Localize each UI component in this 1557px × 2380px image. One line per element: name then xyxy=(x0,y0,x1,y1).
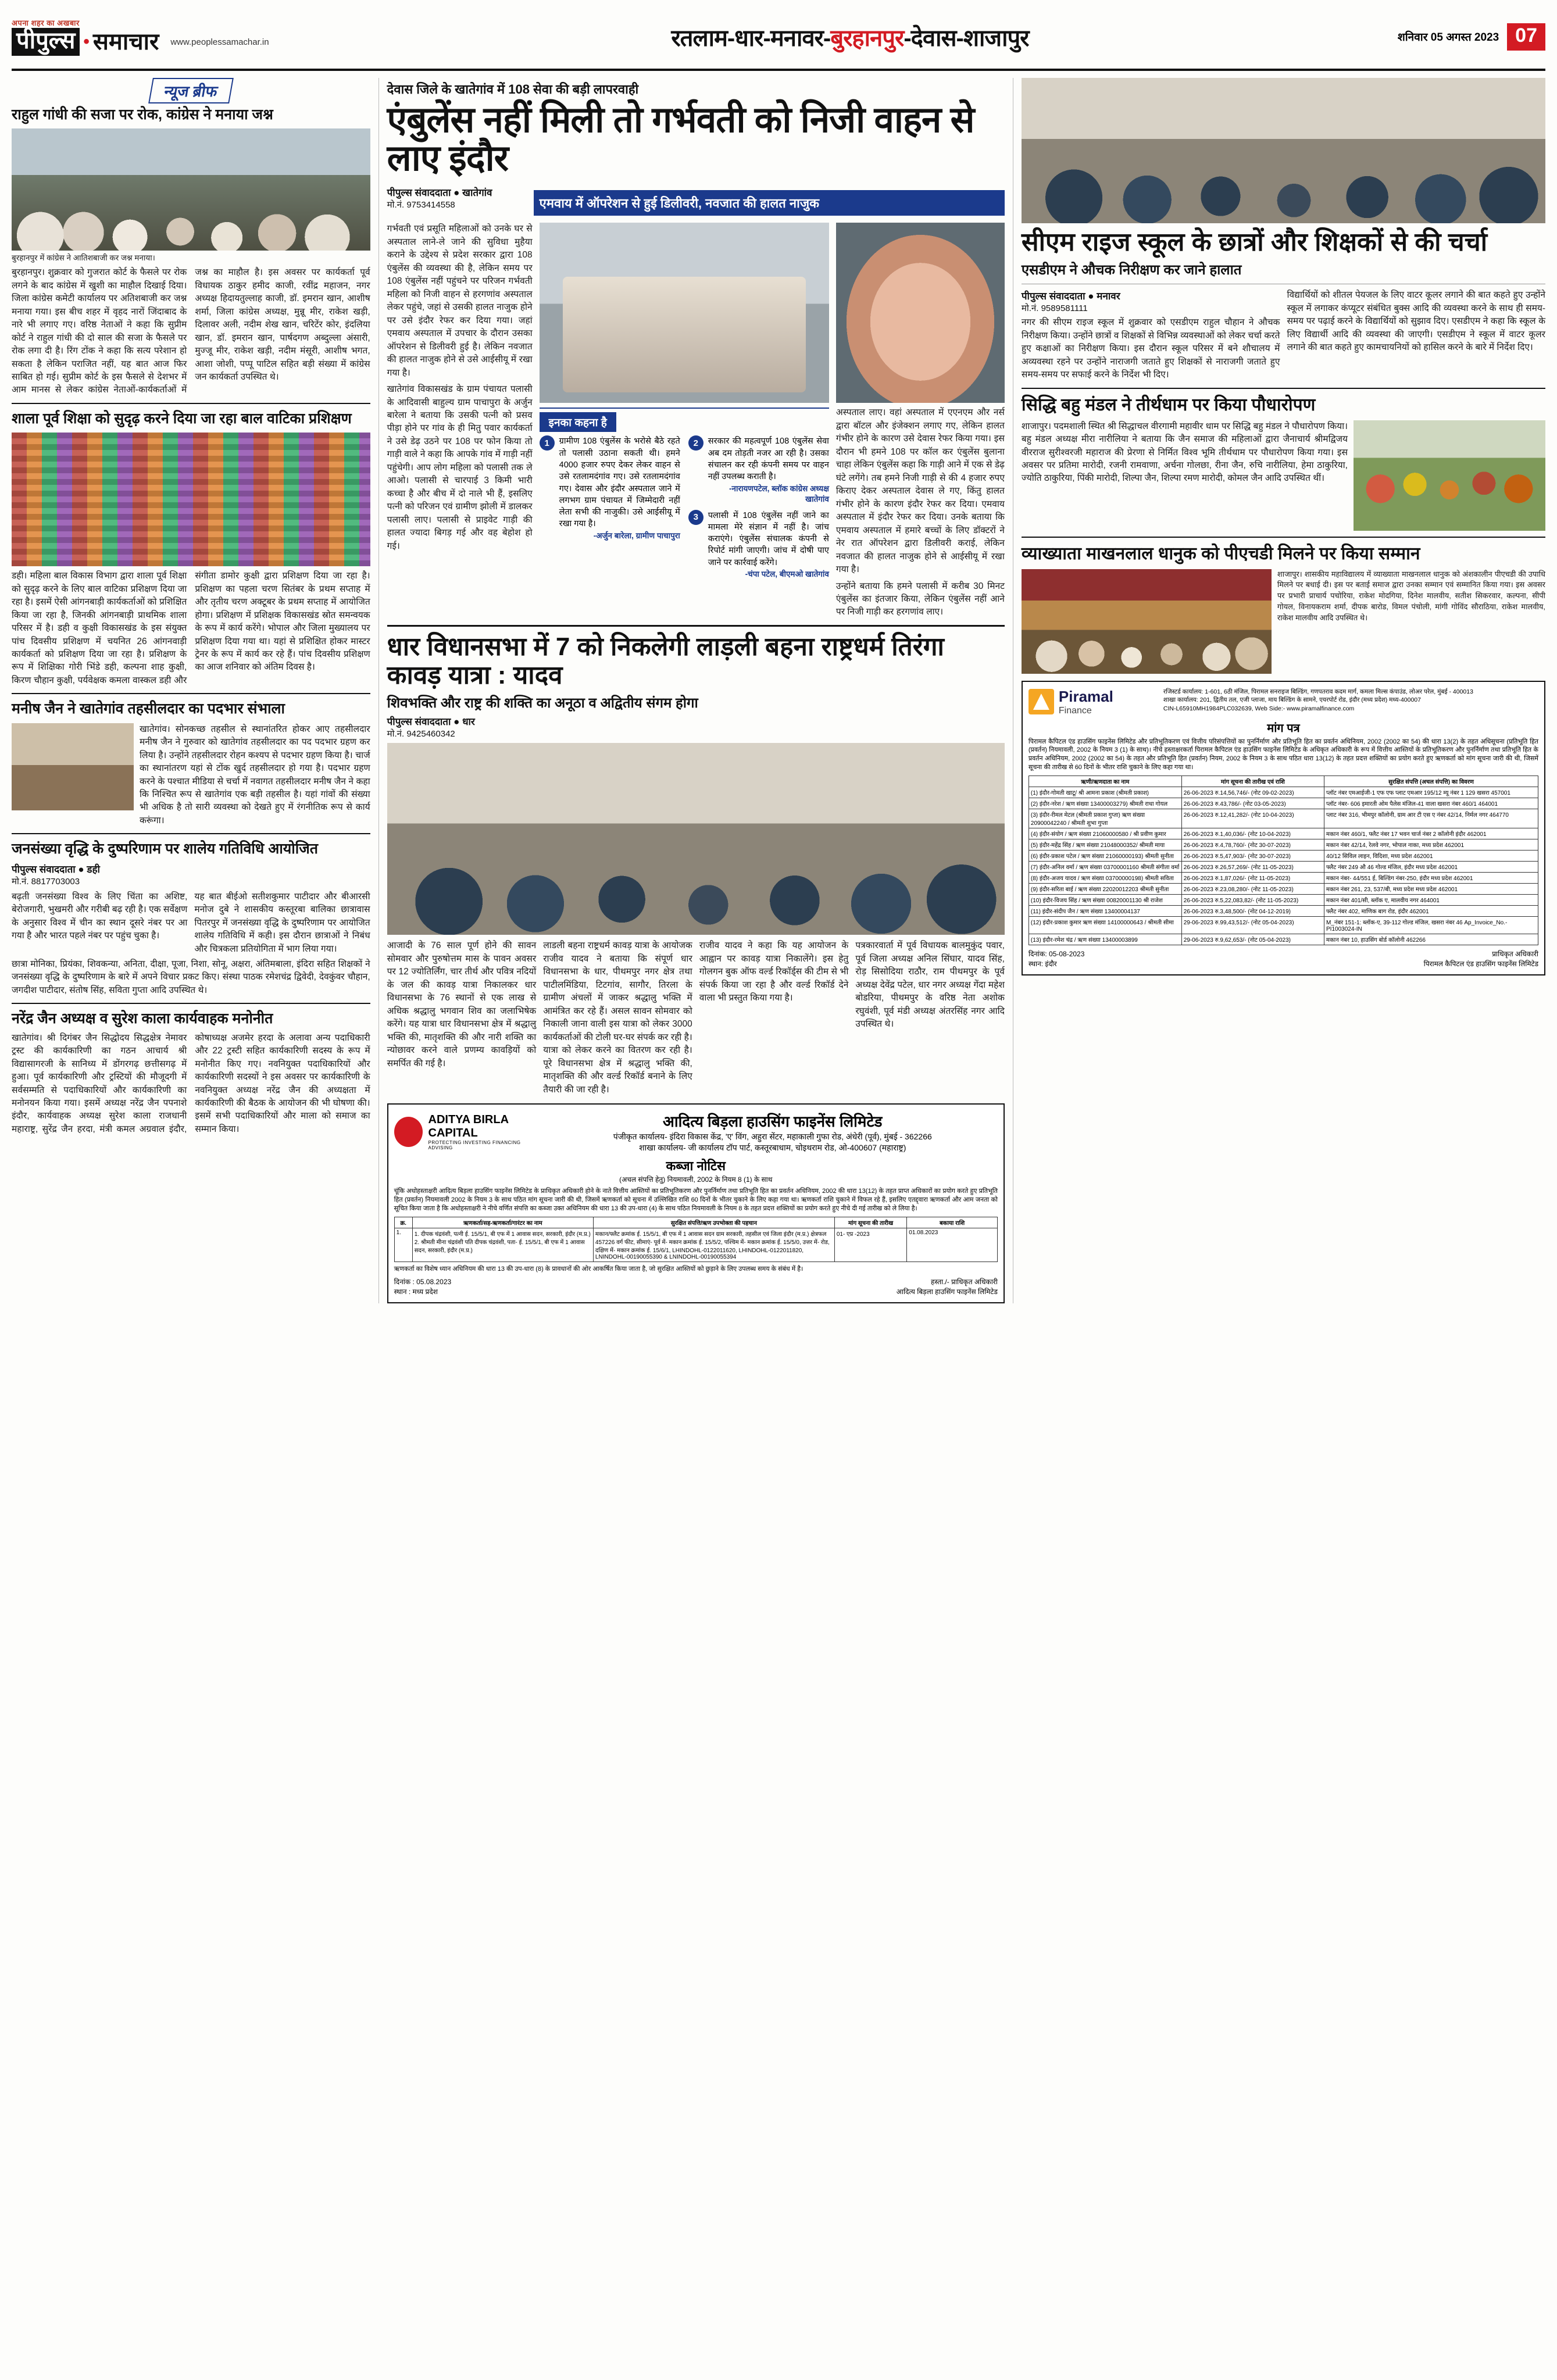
piramal-cell: 26-06-2023 रु.5,22,083,82/- (नोट 11-05-2023) xyxy=(1181,894,1324,905)
mid-story-2-photo xyxy=(387,743,1005,935)
aditya-birla-ad xyxy=(387,1103,1005,1303)
lead-byline: पीपुल्स संवाददाता ● खातेगांव xyxy=(387,187,492,199)
aditya-signatory-org: आदित्य बिड़ला हाउसिंग फाइनेंस लिमिटेड xyxy=(896,1288,998,1296)
piramal-cell: 26-06-2023 रु.1,87,026/- (नोट 11-05-2023) xyxy=(1181,872,1324,883)
piramal-cell: (11) इंदौर-संदीप जैन / ऋण संख्या 13400004137 xyxy=(1029,905,1181,916)
aditya-col-head-0: क्र. xyxy=(394,1217,412,1228)
piramal-cell: M_नंबर 151-1: ब्लॉक-ए, 39-112 गोल्ड मंजिल, खसरा नंबर 46 Ap_Invoice_No.- PI1003024-IN xyxy=(1324,916,1538,934)
piramal-col-head-1: मांग सूचना की तारीख एवं राशि xyxy=(1181,776,1324,787)
edition-part-1: रतलाम-धार-मनावर- xyxy=(671,25,831,51)
news-brief-tag xyxy=(12,78,370,103)
aditya-cell-3: 01- एप्र -2023 xyxy=(834,1228,906,1262)
left-story-1-caption: बुरहानपुर में कांग्रेस ने आतिशबाजी कर जश्न मनाया। xyxy=(12,253,155,263)
quote-attribution: -नारायणपटेल, ब्लॉक कांग्रेस अध्यक्ष खातेगांव xyxy=(728,484,829,503)
table-row xyxy=(1029,916,1538,934)
piramal-cell: (5) इंदौर-महेंद्र सिंह / ऋण संख्या 21048000352/ श्रीमती माया xyxy=(1029,839,1181,850)
piramal-cell: फ्लैट नंबर 402, माणिक बाग रोड, इंदौर 462001 xyxy=(1324,905,1538,916)
left-column xyxy=(12,78,370,1303)
aditya-col-head-1: ऋणकर्ता/सह-ऋणकर्ता/गारंटर का नाम xyxy=(412,1217,593,1228)
table-row xyxy=(1029,839,1538,850)
quote-item xyxy=(540,435,680,540)
aditya-ad-title: आदित्य बिड़ला हाउसिंग फाइनेंस लिमिटेड xyxy=(663,1113,883,1131)
piramal-cell: 26-06-2023 रु.12,41,282/- (नोट 10-04-2023) xyxy=(1181,809,1324,828)
aditya-cell-1: 1. दीपक चंद्रवंशी, पत्नी ई. 15/5/1, बी एफ में 1 आवास सदन, सरकारी, इंदौर (म.प्र.) 2. श्रीमती मीना चंद्रवंशी पति दीपक चंद्रवंशी, पता- ई. 15/5/1, बी एफ में 1 आवास सदन, सरकारी, इंदौर (म.प्र.) xyxy=(412,1228,593,1262)
left-story-4-headline[interactable]: जनसंख्या वृद्धि के दुष्परिणाम पर शालेय गतिविधि आयोजित xyxy=(12,841,318,857)
lead-body-col-2b: उन्होंने बताया कि हमने पलासी में करीब 30 मिनट एंबुलेंस का इंतजार किया, लेकिन एंबुलेंस नहीं आने पर निजी गाड़ी कर हरगणांव लाए। xyxy=(835,581,1005,617)
edition-part-2: -देवास-शाजापुर xyxy=(904,25,1029,51)
right-story-3-headline[interactable]: व्याख्याता माखनलाल धानुक को पीएचडी मिलने पर किया सम्मान xyxy=(1021,544,1420,563)
piramal-cell: मकान नंबर- 44/551 ई, बिल्डिंग नंबर-250, इंदौर मध्य प्रदेश 462001 xyxy=(1324,872,1538,883)
piramal-cell: (7) इंदौर-अनिल वर्मा / ऋण संख्या 03700001160 श्रीमती संगीता वर्मा xyxy=(1029,861,1181,872)
aditya-notice-body: चूंकि अधोहस्ताक्षरी आदित्य बिड़ला हाउसिंग फाइनेंस लिमिटेड के प्राधिकृत अधिकारी होने के नाते वित्तीय आस्तियों का प्रतिभूतिकरण और पुनर्निर्माण तथा प्रतिभूति हित का प्रवर्तन अधिनियम, 2002 की धारा 13(12) के तहत प्राप्त अधिकारों का प्रयोग करते हुए प्रतिभूति हित (प्रवर्तन) नियमावली 2002 के नियम 3 के साथ पठित मांग सूचना जारी की थी, जिसमें ऋणकर्ता को सूचना में उल्लिखित राशि 60 दिनों के भीतर चुकाने के लिए कहा गया था। ऋणकर्ता राशि चुकाने में विफल रहे हैं, इसलिए एतद्द्वारा ऋणकर्ता और आम जनता को सूचित किया जाता है कि अधोहस्ताक्षरी ने नीचे वर्णित संपत्ति का कब्जा उक्त अधिनियम की धारा 13 की उप-धारा (4) के साथ पठित नियमावली के नियम 8 के तहत प्रदत्त शक्तियों का प्रयोग करते हुए नीचे दी गई तारीख को ले लिया है। xyxy=(394,1188,998,1212)
aditya-cell-2: मकान/फ्लैट क्रमांक ई. 15/5/1, बी एफ में 1 आवास सदन ग्राम सरकारी, तहसील एवं जिला इंदौर (म.प्र.) क्षेत्रफल 457226 वर्ग फीट, सीमाएं- पूर्व में- मकान क्रमांक ई. 15/5/2, पश्चिम में- मकान क्रमांक ई. 15/5/0, उत्तर में- रोड, दक्षिण में- मकान क्रमांक ई. 15/6/1, LHINDOHL-0122011620, LHINDOHL-0122011820, LNINDOHL-00190055390 & LNINDOHL-00190055394 xyxy=(593,1228,834,1262)
right-story-1-body-1: नगर की सीएम राइज स्कूल में शुक्रवार को एसडीएम राहुल चौहान ने औचक निरीक्षण किया। उन्होंने छात्रों व शिक्षकों से विभिन्न व्यवस्थाओं को लेकर चर्चा करते हुए कक्षाओं का निरीक्षण किया। इस दौरान स्कूल परिसर में बने शौचालय में अव्यवस्था रहने पर उन्होंने नाराजगी जताते हुए शिक्षकों से नाराजगी जताते हुए समय-समय पर सफाई करने के निर्देश भी दिए। xyxy=(1021,317,1280,380)
table-row xyxy=(1029,905,1538,916)
table-row xyxy=(1029,850,1538,861)
logo-tagline: अपना शहर का अखबार xyxy=(12,19,80,27)
aditya-notice-table xyxy=(394,1217,998,1262)
left-story-3-body: खातेगांव। सोनकच्छ तहसील से स्थानांतरित होकर आए तहसीलदार मनीष जैन ने गुरुवार को खातेगांव तहसीलदार का पद पदभार ग्रहण कर लिया है। उन्होंने तहसीलदार रोहन कश्यप से पदभार ग्रहण किया है। चार्ज का स्थानांतरण यहां से टोंक खुर्द तहसीलदार हो गया है। पदभार ग्रहण करने के पश्चात मीडिया से चर्चा में नवागत तहसीलदार मनीष जैन ने कहा कि निश्चित रूप से खातेगांव एक बड़ी तहसील है। यहां गांवों की संख्या भी अधिक है तो सारी व्यवस्था को देखते हुए में रंगनीतिक रूप से कार्य करूंगा। xyxy=(140,724,370,826)
piramal-place: स्थान: इंदौर xyxy=(1028,959,1057,968)
left-story-1-photo xyxy=(12,128,370,251)
piramal-cell: प्लाट नंबर 316, भीमपुर कॉलोनी, ग्राम आर टी एस ए नंबर 42/14, निर्मल नगर 464770 xyxy=(1324,809,1538,828)
table-row xyxy=(1029,828,1538,839)
aditya-cell-4: 01.08.2023 xyxy=(907,1228,998,1262)
table-row xyxy=(1029,894,1538,905)
aditya-place: स्थान : मध्य प्रदेश xyxy=(394,1288,438,1296)
table-row xyxy=(1029,798,1538,809)
piramal-cell: 26-06-2023 रु.14,56,746/- (नोट 09-02-2023) xyxy=(1181,787,1324,798)
quote-item xyxy=(688,435,829,503)
right-story-2-headline[interactable]: सिद्धि बहु मंडल ने तीर्थधाम पर किया पौधारोपण xyxy=(1021,395,1316,414)
quote-text: ग्रामीण 108 एंबुलेंस के भरोसे बैठे रहते तो पलासी उठाना सकती थी। हमने 4000 हजार रुपए देकर लेकर वाहन से उसे रतलामदंगांव गए। उसे रतलामदंगांव गए। देवास और इंदौर अस्पताल जाने में लगभग ग्राम पंचायत में जिम्मेदारी नहीं लेता सभी की नाजुकी। उसे आईसीयू में रखा गया है। xyxy=(559,437,680,529)
piramal-cell: (13) इंदौर-रमेश चंद्र / ऋण संख्या 13400003899 xyxy=(1029,934,1181,945)
aditya-brand-tagline: PROTECTING INVESTING FINANCING ADVISING xyxy=(428,1140,521,1151)
aditya-col-head-3: मांग सूचना की तारीख xyxy=(834,1217,906,1228)
piramal-cell: (6) इंदौर-प्रकाश पटेल / ऋण संख्या 21060000193) श्रीमती सुनीता xyxy=(1029,850,1181,861)
quote-badge: 2 xyxy=(688,435,703,451)
piramal-cell: 26-06-2023 रु.23,08,280/- (नोट 11-05-2023) xyxy=(1181,883,1324,894)
mid-story-2-body-2: लाडली बहना राष्ट्रधर्म कावड़ यात्रा के आयोजक राजीव यादव ने बताया कि संपूर्ण धार विधानसभा के धार, पीथमपुर नगर क्षेत्र तथा पाटीलमिंडिया, टिटगांव, सागौर, तिरला के ग्रामीण अंचलों में जाकर श्रद्धालु भक्ति में आमंत्रित कर रहे हैं। असल सावन सोमवार को निकाली जाना वाली इस यात्रा को लेकर 3000 कार्यकर्ताओं की टोली घर-घर संपर्क कर रही है। यात्रा को लेकर करने का वितरण कर रही है। पूरे विधानसभा क्षेत्र में श्रद्धालु भक्ति की, मातृशक्ति की और वर्ल्ड रिकॉर्ड बनाने के लिए तैयारी की जा रही है। xyxy=(543,941,692,1095)
lead-body-col-1b: खातेगांव विकासखंड के ग्राम पंचायत पलासी के आदिवासी बाहुल्य ग्राम पाचापुरा के अर्जुन बारेला ने बताया कि उसकी पत्नी को प्रसव पीड़ा होने पर गांव के ही मितु पवार कार्यकर्ता ने उसे डेढ़ उठने पर 108 पर फोन किया तो गाड़ी वाले ने कहा कि आपके गांव में गाड़ी नहीं पहुंचेगी। आप लोग महिला को पलासी तक ले आओ। पलासी से चारपाई 3 किमी भारी कच्चा है और बीच में दो नाले भी हैं, इसलिए पत्नी को परिजन एवं ग्रामीण झोली में डालकर पलासी लाए। पलासी से प्राइवेट गाड़ी की हालत ज्यादा बिगड़ गई और वह बेहोश हो गई। xyxy=(387,384,533,551)
aditya-footnote: ऋणकर्ता का विशेष ध्यान अधिनियम की धारा 13 की उप-धारा (8) के प्रावधानों की ओर आकर्षित किया जाता है, जो सुरक्षित आस्तियों को छुड़ाने के लिए उपलब्ध समय के संबंध में है। xyxy=(394,1265,804,1273)
piramal-cell: 26-06-2023 रु.3,48,500/- (नोट 04-12-2019) xyxy=(1181,905,1324,916)
table-row xyxy=(1029,787,1538,798)
logo-word-primary: पीपुल्स xyxy=(12,28,80,56)
left-story-4-byline: पीपुल्स संवाददाता ● डही xyxy=(12,863,100,875)
piramal-cell: मकान नंबर 460/1, फ्लैट नंबर 17 भवन चार्ज नंबर 2 कॉलोनी इंदौर 462001 xyxy=(1324,828,1538,839)
aditya-col-head-2: सुरक्षित संपत्ति/ऋण उपभोक्ता की पहचान xyxy=(593,1217,834,1228)
edition-list xyxy=(302,21,1398,53)
mid-story-2-headline[interactable]: धार विधानसभा में 7 को निकलेगी लाड़ली बहना राष्ट्रधर्म तिरंगा कावड़ यात्रा : यादव xyxy=(387,632,944,690)
piramal-address-2: शाखा कार्यालय: 201, द्वितीय तल, एजी प्लाजा, माय बिल्डिंग के सामने, एयरपोर्ट रोड, इंदौर (मध्य प्रदेश) मध्य-400007 xyxy=(1163,696,1421,704)
piramal-notice-title: मांग पत्र xyxy=(1267,721,1300,735)
piramal-cell: (2) इंदौर-नरेश / ऋण संख्या 13400003279) श्रीमती राधा गोयल xyxy=(1029,798,1181,809)
table-row xyxy=(1029,861,1538,872)
piramal-cell: 26-06-2023 रु.26,57,269/- (नोट 11-05-2023) xyxy=(1181,861,1324,872)
middle-column xyxy=(387,78,1005,1303)
piramal-cell: 26-06-2023 रु.43,786/- (नोट 03-05-2023) xyxy=(1181,798,1324,809)
aditya-ad-address-1: पंजीकृत कार्यालय- इंदिरा विकास केंद्र, 'ए' विंग, अहुरा सेंटर, महाकाली गुफा रोड, अंधेरी (पूर्व), मुंबई - 362266 xyxy=(613,1132,932,1142)
right-story-1-photo xyxy=(1022,78,1545,223)
mid-story-2-byline: पीपुल्स संवाददाता ● धार xyxy=(387,716,475,728)
piramal-cell: मकान नंबर 261, 23, 537/बी, मध्य प्रदेश मध्य प्रदेश 462001 xyxy=(1324,883,1538,894)
piramal-cell: 26-06-2023 रु.1,40,036/- (नोट 10-04-2023) xyxy=(1181,828,1324,839)
piramal-cell: (12) इंदौर-प्रकाश कुमार ऋण संख्या 14100000643 / श्रीमती सीमा xyxy=(1029,916,1181,934)
quote-item xyxy=(688,510,829,579)
left-story-3-photo xyxy=(12,723,134,810)
piramal-cell: 26-06-2023 रु.5,47,903/- (नोट 30-07-2023) xyxy=(1181,850,1324,861)
aditya-notice-title: कब्जा नोटिस xyxy=(666,1159,726,1174)
quote-badge: 1 xyxy=(540,435,555,451)
lead-body-col-1: गर्भवती एवं प्रसूति महिलाओं को उनके घर से अस्पताल लाने-ले जाने की सुविधा मुहैया कराने के उद्देश्य से प्रदेश सरकार द्वारा 108 एंबुलेंस की व्यवस्था की है, लेकिन समय पर 108 एंबुलेंस नहीं पहुंचने पर परिजन गर्भवती महिला को निजी वाहन से हरगणांव अस्पताल लेकर पहुंचे, जहां से उसकी हालत नाजुक होने पर उसे इंदौर रेफर कर दिया गया। जहां एमवाय अस्पताल में उपचार के दौरान उसका ऑपरेशन से डिलीवरी हुई है। लेकिन नवजात की हालत नाजुक होने से उसे आईसीयू में रखा गया है। xyxy=(387,224,533,378)
piramal-brand-sub: Finance xyxy=(1058,705,1092,716)
table-row xyxy=(1029,809,1538,828)
mid-story-2-body-4: पत्रकारवार्ता में पूर्व विधायक बालमुकुंद पवार, पूर्व जिला अध्यक्ष अनिल सिंघार, यादव सिंह, रोड़ सिसोदिया राठौर, राम पीथमपुर के पूर्व अध्यक्ष देवेंद्र पटेल, धार नगर अध्यक्ष गेंदा महेश बोडरिया, पीथमपुर के वरिष्ठ नेता अशोक रघुवंशी, पूर्व मंडी अध्यक्ष अंतरसिंह नगर आदि उपस्थित थे। xyxy=(855,941,1005,1030)
aditya-col-head-4: बकाया राशि xyxy=(907,1217,998,1228)
mid-story-2-mobile: मो.नं. 9425460342 xyxy=(387,729,455,739)
piramal-cell: 29-06-2023 रु.9,62,653/- (नोट 05-04-2023) xyxy=(1181,934,1324,945)
lead-body-col-2: अस्पताल लाए। वहां अस्पताल में एएनएम और नर्स द्वारा बॉटल और इंजेक्शन लगाए गए, लेकिन हालत गंभीर होने के कारण उसे देवास रेफर किया गया। इस दौरान भी हमने 108 पर कॉल कर एंबुलेंस बुलाना चाहा लेकिन एंबुलेंस कहा कि गाड़ी आने में एक से डेढ़ घंटे लगेंगे। तब हमने निजी गाड़ी से की 4 हजार रुपए किराए देकर अस्पताल देवास ले गए, किंतु हालत गंभीर होने के कारण इंदौर रेफर कर दिया। एमवाय अस्पताल में इंदौर रेफर कर दिया। उनके बताया कि एमवाय अस्पताल में हमारे बच्चों के लिए डॉक्टरों ने नेर रात ऑपरेशन द्वारा डिलीवरी कराई, लेकिन नवजात की हालत नाजुक होने से आईसीयू में रखा गया है। xyxy=(835,408,1005,575)
left-story-2-headline[interactable]: शाला पूर्व शिक्षा को सुदृढ़ करने दिया जा रहा बाल वाटिका प्रशिक्षण xyxy=(12,410,352,427)
aditya-brand-line-1: ADITYA BIRLA xyxy=(428,1113,509,1127)
piramal-cell: मकान नंबर 401/सी, ब्लॉक ए, मालवीय नगर 464001 xyxy=(1324,894,1538,905)
lead-kicker: देवास जिले के खातेगांव में 108 सेवा की बड़ी लापरवाही xyxy=(387,82,639,97)
lead-photo-hospital xyxy=(540,223,829,403)
piramal-cell: मकान नंबर 10, हाउसिंग बोर्ड कॉलोनी 462266 xyxy=(1324,934,1538,945)
aditya-cell-0: 1. xyxy=(394,1228,412,1262)
piramal-cell: (9) इंदौर-सरिता बाई / ऋण संख्या 22020012203 श्रीमती सुनीता xyxy=(1029,883,1181,894)
quote-badge: 3 xyxy=(688,510,703,525)
left-story-4-body-2: यह बात बीईओ सतीशकुमार पाटीदार और बीआरसी मनोज दुबे ने शासकीय कस्तूरबा बालिका छात्रावास पितरपुर में जनसंख्या वृद्धि के दुष्परिणाम पर आयोजित शालेय गतिविधि में कही। इस दौरान छात्राओं ने निबंध और चित्रकला प्रतियोगिता में भाग लिया गया। xyxy=(194,891,370,954)
right-story-1-byline: पीपुल्स संवाददाता ● मनावर xyxy=(1021,291,1120,302)
left-story-4-body: बढ़ती जनसंख्या विश्व के लिए चिंता का अशिष्ट, बेरोजगारी, भुखमरी और गरीबी बढ़ रही है। एक सर्वेक्षण के अनुसार विश्व में चीन का स्थान दूसरे नंबर पर आ गया है और भारत पहले नंबर पर पहुंच चुका है। xyxy=(12,891,188,941)
piramal-cell: फ्लैट नंबर 249 औ 46 गोल्ड मंजिल, इंदौर मध्य प्रदेश 462001 xyxy=(1324,861,1538,872)
column-divider-1 xyxy=(378,78,379,1303)
piramal-notice-body: पिरामल कैपिटल एंड हाउसिंग फाइनेंस लिमिटेड और प्रतिभूतिकरण एवं वित्तीय परिसंपत्तियों का पुनर्निर्माण और प्रतिभूति हित का प्रवर्तन अधिनियम, 2002 (2002 का 54) की धारा 13(2) के तहत अधिसूचना (प्रतिभूति हित (प्रवर्तन) नियमावली, 2002 के नियम 3 (1) के साथ)। नीचे हस्ताक्षरकर्ता पिरामल कैपिटल एंड हाउसिंग फाइनेंस लिमिटेड के अधिकृत अधिकारी के रूप में वित्तीय आस्तियों के प्रतिभूतिकरण और पुनर्निर्माण तथा प्रतिभूति हित के प्रवर्तन अधिनियम, 2002 (2002 का 54) के तहत और प्रतिभूति हित (प्रवर्तन) नियम, 2002 के नियम 3 के साथ पठित धारा 13(12) के तहत प्रदत्त शक्तियों का प्रयोग करते हुए ऋणकर्ता को मांग सूचना जारी की थी, जिसमें सूचना की तारीख से 60 दिनों के भीतर राशि चुकाने के लिए कहा गया था। xyxy=(1028,738,1538,771)
table-row xyxy=(1029,883,1538,894)
mid-story-2-body-1: आजादी के 76 साल पूर्ण होने की सावन सोमवार और पुरुषोत्तम मास के पावन अवसर पर 12 ज्योतिर्लिंग, चार तीर्थ और पवित्र नदियों के जल की कावड़ यात्रा निकालकर धार विधानसभा के 76 स्थानों से एक लाख से अधिक श्रद्धालु भगवान शिव का जलाभिषेक करेंगे। यह यात्रा धार विधानसभा क्षेत्र में श्रद्धालु भक्ति की, मातृशक्ति की और नारी शक्ति का न्योछावर करने वाले प्रणम्य कावड़ियों को समर्पित की गई है। xyxy=(387,941,537,1069)
piramal-address-1: रजिस्टर्ड कार्यालय: 1-601, 6ठी मंजिल, पिरामल सनराइज बिल्डिंग, गणपतराव कदम मार्ग, कमला मिल्स कंपाउंड, लोअर परेल, मुंबई - 400013 xyxy=(1163,688,1473,695)
piramal-date: दिनांक: 05-08-2023 xyxy=(1028,949,1085,958)
piramal-cin: CIN-L65910MH1984PLC032639, Web Side:- www.piramalfinance.com xyxy=(1163,705,1355,712)
piramal-signatory-org: पिरामल कैपिटल एंड हाउसिंग फाइनेंस लिमिटेड xyxy=(1423,959,1538,968)
right-story-1-body-2: विद्यार्थियों को शीतल पेयजल के लिए वाटर कूलर लगाने की बात कहते हुए उन्होंने स्कूल में लगाकर कंप्यूटर संबंधित बुक्स आदि की व्यवस्था करने के साथ ही समय-समय पर पढ़ाई करने के विद्यार्थियों को सुझाव दिए। एसडीएम ने कहा कि स्कूल के लिए विद्यार्थी आदि की व्यवस्था की जाएगी। एसडीएम ने स्कूल में वाटर कूलर लगाने की बात कहते हुए कामचायनियों को हासिल करने के बारे में निर्देश दिए। xyxy=(1287,290,1546,353)
piramal-signatory: प्राधिकृत अधिकारी xyxy=(1492,949,1538,958)
piramal-cell: प्लॉट नंबर एमआईजी-1 एफ एफ प्लाट एमआर 195/12 म्यू नंबर 1 129 खसरा 457001 xyxy=(1324,787,1538,798)
right-story-2-body: शाजापुर। पदमशाली स्थित श्री सिद्धाचल वीरगामी महावीर धाम पर सिद्धि बहु मंडल ने पौधारोपण किया। बहु मंडल अध्यक्ष मीरा नारीलिया ने बताया कि जैन समाज की महिलाओं द्वारा जैनाचार्य श्रीमद्विजय वीरराज सुरीश्वरजी महाराज की प्रेरणा से निर्मित विश्व भूमि तीर्थधाम पर पौधारोपण किया गया। इस अवसर पर प्रतिमा मारोदी, रजनी रामवाणा, अर्चना गोलछा, रीना जैन, रुचि नारीलिया, हेमा ठाकुरिया, ज्योति ठाकुरिया, पिंकी मारोदी, शिल्पा जैन, शिल्पा रमण मारोदी, कोमल जैन आदि उपस्थित थीं। xyxy=(1021,421,1348,484)
right-story-1-headline[interactable]: सीएम राइज स्कूल के छात्रों और शिक्षकों से की चर्चा xyxy=(1021,228,1488,256)
aditya-signatory: हस्ता./- प्राधिकृत अधिकारी xyxy=(931,1278,998,1287)
mid-story-2-body-3: राजीव यादव ने कहा कि यह आयोजन के आह्वान पर कावड़ यात्रा निकालेंगे। इस हेतु गोलगन बुक ऑफ वर्ल्ड रिकॉर्ड्स की टीम से भी संपर्क किया जा रहा है और वर्ल्ड रिकॉर्ड देने वाला भी प्रस्तुत किया गया है। xyxy=(699,941,849,1003)
logo-dot-icon: • xyxy=(83,32,90,51)
publication-logo xyxy=(12,17,302,56)
piramal-cell: (8) इंदौर-अजय यादव / ऋण संख्या 03700000198) श्रीमती सविता xyxy=(1029,872,1181,883)
aditya-brand-line-2: CAPITAL xyxy=(428,1127,478,1140)
quote-text: पलासी में 108 एंबुलेंस नहीं जाने का मामला मेरे संज्ञान में नहीं है। जांच कराएंगे। एंबुलेंस संचालक कंपनी से रिपोर्ट मांगी जाएगी। जांच में दोषी पाए जाने पर कार्रवाई करेंगे। xyxy=(708,510,829,567)
lead-photo-baby xyxy=(836,223,1005,403)
table-row xyxy=(1029,934,1538,945)
right-story-3-photo xyxy=(1022,569,1272,674)
piramal-cell: (10) इंदौर-विजय सिंह / ऋण संख्या 00820001130 श्री राजेश xyxy=(1029,894,1181,905)
piramal-cell: (1) इंदौर-गोमती खाटू/ श्री आमना प्रकाश (श्रीमती प्रकाश) xyxy=(1029,787,1181,798)
right-story-1-subhead: एसडीएम ने औचक निरीक्षण कर जाने हालात xyxy=(1021,262,1242,278)
table-row xyxy=(1029,872,1538,883)
piramal-cell: (4) इंदौर-संयोग / ऋण संख्या 21060000580 / श्री प्रवीण कुमार xyxy=(1029,828,1181,839)
piramal-col-head-2: सुरक्षित संपत्ति (अचल संपत्ति) का विवरण xyxy=(1324,776,1538,787)
left-story-5-body: खातेगांव। श्री दिगंबर जैन सिद्धोदय सिद्धक्षेत्र नेमावर ट्रस्ट की कार्यकारिणी का गठन आचार्य श्री विद्यासागरजी के सानिध्य में डोंगरगढ़ छत्तीसगढ़ में हुआ। पूर्व कार्यकारिणी और ट्रस्टियों की मौजूदगी में सर्वसम्मति से पदाधिकारियों और कार्यकारिणी का मनोनयन किया गया। इसमें अध्यक्ष नरेंद्र जैन पपनाशे इंदौर, कार्यवाहक अध्यक्ष सुरेश काला राजधानी महाराष्ट्र, सुरेंद्र जैन हरदा, मंत्री कमल अग्रवाल इंदौर, कोषाध्यक्ष अजमेर हरदा के अलावा अन्य पदाधिकारी और 22 ट्रस्टी सहित कार्यकारिणी सदस्य के रूप में मनोनीत किए गए। नवनियुक्त पदाधिकारियों और कार्यकारिणी सदस्यों ने इस अवसर पर कार्यकारिणी के नवनियुक्त अध्यक्ष नरेंद्र जैन की अध्यक्षता में कार्यकारिणी की बैठक के आयोजन की भी घोषणा की। इसमें सभी पदाधिकारियों और माला को समाज का सम्मान किया। xyxy=(12,1032,370,1134)
left-story-2-photo xyxy=(12,433,370,566)
page-number: 07 xyxy=(1507,23,1545,51)
quote-attribution: -चंपा पटेल, बीएमओ खातेगांव xyxy=(745,570,829,579)
aditya-birla-logo-icon xyxy=(394,1117,423,1147)
quote-text: सरकार की महत्वपूर्ण 108 एंबुलेंस सेवा अब दम तोड़ती नजर आ रही है। उसका संचालन कर रही कंपनी समय पर वाहन नहीं उपलब्ध कराती है। xyxy=(708,437,829,482)
issue-date: शनिवार 05 अगस्त 2023 xyxy=(1397,31,1499,44)
lead-headline[interactable]: एंबुलेंस नहीं मिली तो गर्भवती को निजी वाहन से लाए इंदौर xyxy=(387,99,974,179)
left-story-4-mobile: मो.नं. 8817703003 xyxy=(12,876,80,887)
aditya-notice-subtitle: (अचल संपत्ति हेतु) नियमावली, 2002 के नियम 8 (1) के साथ xyxy=(619,1175,773,1184)
news-brief-label: न्यूज ब्रीफ xyxy=(148,78,234,103)
right-column xyxy=(1022,78,1545,1303)
left-story-5-headline[interactable]: नरेंद्र जैन अध्यक्ष व सुरेश काला कार्यवाहक मनोनीत xyxy=(12,1010,273,1027)
piramal-notice-table xyxy=(1029,776,1538,945)
piramal-logo-icon xyxy=(1029,689,1054,714)
table-row xyxy=(394,1228,997,1262)
piramal-cell: प्लॉट नंबर- 606 इमारती ओम पैलेस मंजिल-41 वाला खसरा नंबर 460/1 464001 xyxy=(1324,798,1538,809)
left-story-1-headline[interactable]: राहुल गांधी की सजा पर रोक, कांग्रेस ने मनाया जश्न xyxy=(12,106,273,123)
piramal-col-head-0: ऋणी/ऋणदाता का नाम xyxy=(1029,776,1181,787)
piramal-brand: Piramal xyxy=(1058,687,1113,705)
quote-box-title: इनका कहना है xyxy=(540,412,616,432)
lead-subhead-bar: एमवाय में ऑपरेशन से हुई डिलीवरी, नवजात की हालत नाजुक xyxy=(534,190,1005,216)
right-story-3-body: शाजापुर। शासकीय महाविद्यालय में व्याख्याता माखनलाल धानुक को अंशकालीन पीएचडी की उपाधि मिलने पर बधाई दी। इस पर बताई समाज द्वारा उनका सम्मान एवं सम्मानित किया गया। इस अवसर पर प्रभारी प्राचार्य पचोरिया, राकेश मोदगिया, दिनेश मालवीय, सतीश सिकरवार, कल्पना, सीपी गोयल, विनायकराम शर्मा, दीपक बारोड, विमल पंचोली, मांगी गोविंद सौराठिया, राकेश मालवीय, राकेश मालवीय आदि उपस्थित थे। xyxy=(1277,569,1545,622)
right-story-1-mobile: मो.नं. 9589581111 xyxy=(1021,303,1088,314)
left-story-4-body-3: छात्रा मोनिका, प्रियंका, शिवकन्या, अनिता, दीक्षा, पूजा, निशा, सोनू, अक्षरा, अंतिमबाला, इंदिरा सहित शिक्षकों ने जनसंख्या वृद्धि के दुष्परिणाम के बारे में अपने विचार प्रकट किए। संस्था पाठक रमेशचंद्र द्विवेदी, देवकुंवर चौहान, जगदीश पाटीदार, संतोष सिंह, सविता गुप्ता आदि उपस्थित थे। xyxy=(12,959,370,995)
lead-mobile: मो.नं. 9753414558 xyxy=(387,200,455,210)
masthead xyxy=(12,10,1545,71)
piramal-cell: (3) इंदौर-रीमल मेटल (श्रीमती प्रकाश गुप्ता) ऋण संख्या 20900042240 / श्रीमती शुभा गुप्ता xyxy=(1029,809,1181,828)
piramal-cell: 40/12 सिविल लाइन, विदिशा, मध्य प्रदेश 462001 xyxy=(1324,850,1538,861)
aditya-date: दिनांक : 05.08.2023 xyxy=(394,1278,452,1287)
piramal-cell: 26-06-2023 रु.4,78,760/- (नोट 30-07-2023) xyxy=(1181,839,1324,850)
left-story-3-headline[interactable]: मनीष जैन ने खातेगांव तहसीलदार का पदभार संभाला xyxy=(12,701,285,717)
left-story-2-body: डही। महिला बाल विकास विभाग द्वारा शाला पूर्व शिक्षा को सुदृढ़ करने के लिए बाल वाटिका प्रशिक्षण दिया जा रहा है। इसमें ऐसी आंगनबाड़ी कार्यकर्ताओं को प्रशिक्षित किया जा रहा है, जिनकी आंगनबाड़ी प्राथमिक शाला परिसर में है। डही व कुक्षी विकासखंड के इस संयुक्त पांच दिवसीय प्रशिक्षण में चयनित 26 आंगनवाड़ी कार्यकर्ता को प्रशिक्षण दिया जा रहा है। प्रशिक्षण के रूप में शिक्षिका गोरी भिंडे डही, कल्पना शाह कुक्षी, किरण चौहान कुक्षी, पर्यवेक्षक कमला वास्कल डही और संगीता डामोर कुक्षी द्वारा प्रशिक्षण दिया जा रहा है। प्रशिक्षण का पहला चरण सितंबर के प्रथम सप्ताह में और तृतीय चरण अक्टूबर के प्रथम सप्ताह में आयोजित होगा। प्रशिक्षण में प्रशिक्षक विकासखंड स्रोत समन्वयक के रूप में कार्य करेंगे। भोपाल और जिला मुख्यालय पर प्रशिक्षण दिया गया था। यहां से प्रशिक्षित होकर मास्टर ट्रेनर के रूप में कार्य कर रहे हैं। पांच दिवसीय प्रशिक्षण का आज शनिवार को अंतिम दिवस है। xyxy=(12,571,370,685)
website-url[interactable]: www.peoplessamachar.in xyxy=(170,37,269,47)
piramal-cell: मकान नंबर 42/14, रेलवे नगर, भोपाल नाका, मध्य प्रदेश 462001 xyxy=(1324,839,1538,850)
quote-attribution: -अर्जुन बारेला, ग्रामीण पाचापुरा xyxy=(593,531,680,540)
piramal-cell: 29-06-2023 रु.99,43,512/- (नोट 05-04-2023) xyxy=(1181,916,1324,934)
right-story-2-photo xyxy=(1354,420,1545,531)
logo-word-secondary: समाचार xyxy=(92,29,159,55)
edition-highlight: बुरहानपुर xyxy=(830,25,904,51)
left-story-1-body: बुरहानपुर। शुक्रवार को गुजरात कोर्ट के फैसले पर रोक लगने के बाद कांग्रेस में खुशी का माहौल दिखाई दिया। जिला कांग्रेस कमेटी कार्यालय पर अतिशबाजी कर जश्न मनाया गया। इस बीच शहर में वृहद नारों जिंदाबाद के नारे भी लगाए गए। वरिष्ठ नेताओं ने कहा कि सुप्रीम कोर्ट ने राहुल गांधी की दो साल की सजा के फैसले पर रोक लगा दी है। रिंग टोंक ने कहा कि सत्य परेशान हो सकता है लेकिन पराजित नहीं, यह बात आज फिर साबित हो गई। सुप्रीम कोर्ट के इस फैसले से देशभर में आम मानस से लेकर कांग्रेस नेताओं-कार्यकर्ताओं में जश्न का माहौल है। इस अवसर पर कार्यकर्ता पूर्व विधायक ठाकुर हमीद काजी, रवींद्र महाजन, नगर अध्यक्ष हिदायतुल्लाह काजी, डॉ. इमरान खान, आशीष शर्मा, जिला कांग्रेस अध्यक्ष, मुन्नू मीर, राकेश खड़ी, दिलावर अली, नदीम शेख खान, चरिटेंर कोर, इंदलिया खान, डॉ. इमरान खान, पार्षदगण अब्दुल्ला अंसारी, मुज्जू मीर, राकेश खड़ी, नदीम मंसूरी, आशीष भगत, आशा जोशी, पप्पू पाटिल सहित बड़ी संख्या में कांग्रेस जन कार्यकर्ता उपस्थित थे। xyxy=(12,267,370,395)
quote-box xyxy=(540,408,829,585)
piramal-ad xyxy=(1022,681,1545,975)
mid-story-2-subhead: शिवभक्ति और राष्ट्र की शक्ति का अनूठा व अद्वितीय संगम होगा xyxy=(387,695,698,712)
aditya-ad-address-2: शाखा कार्यालय- जी कार्यालय टॉप पार्ट, कस्तूरबाधाम, चोइथराम रोड, ओ-400607 (महाराष्ट्र) xyxy=(639,1143,906,1153)
